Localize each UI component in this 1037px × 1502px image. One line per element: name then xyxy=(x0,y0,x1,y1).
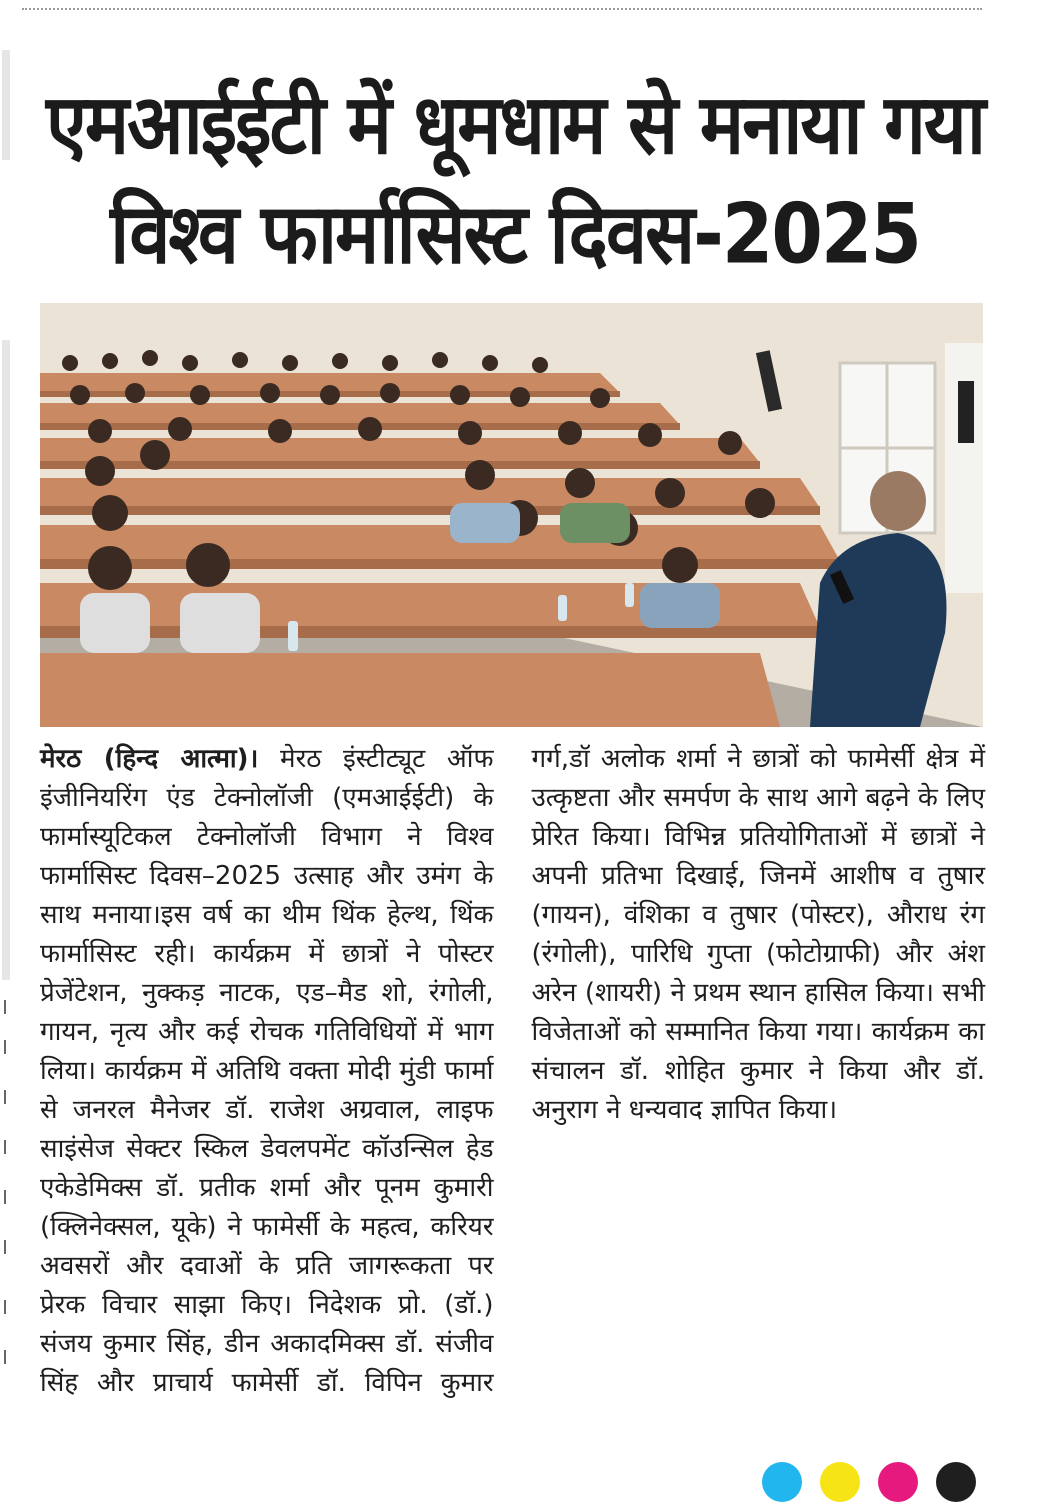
article-body xyxy=(40,740,985,1430)
headline: एमआईईटी में धूमधाम से मनाया गया विश्व फार्मासिस्ट दिवस-2025 xyxy=(45,76,985,283)
lecture-hall-photo xyxy=(40,303,983,727)
article-text: मेरठ इंस्टीट्यूट ऑफ इंजीनियरिंग एंड टेक्नोलॉजी (एमआईईटी) के फार्मास्यूटिकल टेक्नोलॉजी विभाग ने विश्व फार्मासिस्ट दिवस–2025 उत्साह और उमंग के साथ मनाया।इस वर्ष का थीम थिंक हेल्थ, थिंक फार्मासिस्ट रही। कार्यक्रम में छात्रों ने पोस्टर प्रेजेंटेशन, नुक्कड़ नाटक, एड–मैड शो, रंगोली, गायन, नृत्य और कई रोचक गतिविधियों में भाग लिया। कार्यक्रम में अतिथि वक्ता मोदी मुंडी फार्मा से जनरल मैनेजर डॉ. राजेश अग्रवाल, लाइफ साइंसेज सेक्टर स्किल डेवलपमेंट कॉउन्सिल हेड एकेडेमिक्स डॉ. प्रतीक शर्मा और पूनम कुमारी (क्लिनेक्सल, यूके) ने फामेर्सी के महत्व, करियर अवसरों और दवाओं के प्रति जागरूकता पर प्रेरक विचार साझा किए। निदेशक प्रो. (डॉ.) संजय कुमार सिंह, डीन अकादमिक्स डॉ. संजीव सिंह और प्राचार्य फामेर्सी डॉ. विपिन कुमार गर्ग,डॉ अलोक शर्मा ने छात्रों को फामेर्सी क्षेत्र में उत्कृष्टता और समर्पण के साथ आगे बढ़ने के लिए प्रेरित किया। विभिन्न प्रतियोगिताओं में छात्रों ने अपनी प्रतिभा दिखाई, जिनमें आशीष व तुषार (गायन), वंशिका व तुषार (पोस्टर), औराध रंग (रंगोली), पारिधि गुप्ता (फोटोग्राफी) और अंश अरेन (शायरी) ने प्रथम स्थान हासिल किया। सभी विजेताओं को सम्मानित किया गया। कार्यक्रम का संचालन डॉ. शोहित कुमार ने किया और डॉ. अनुराग ने धन्यवाद ज्ञापित किया। xyxy=(40,744,985,1398)
print-registration-marks xyxy=(762,1462,1032,1502)
dateline: मेरठ (हिन्द आत्मा)। xyxy=(40,744,259,774)
black-swatch-icon xyxy=(936,1462,976,1502)
adjacent-column-edge xyxy=(0,40,14,1480)
top-dotted-rule xyxy=(22,8,982,10)
yellow-swatch-icon xyxy=(820,1462,860,1502)
magenta-swatch-icon xyxy=(878,1462,918,1502)
article-paragraph xyxy=(40,740,985,1430)
cyan-swatch-icon xyxy=(762,1462,802,1502)
